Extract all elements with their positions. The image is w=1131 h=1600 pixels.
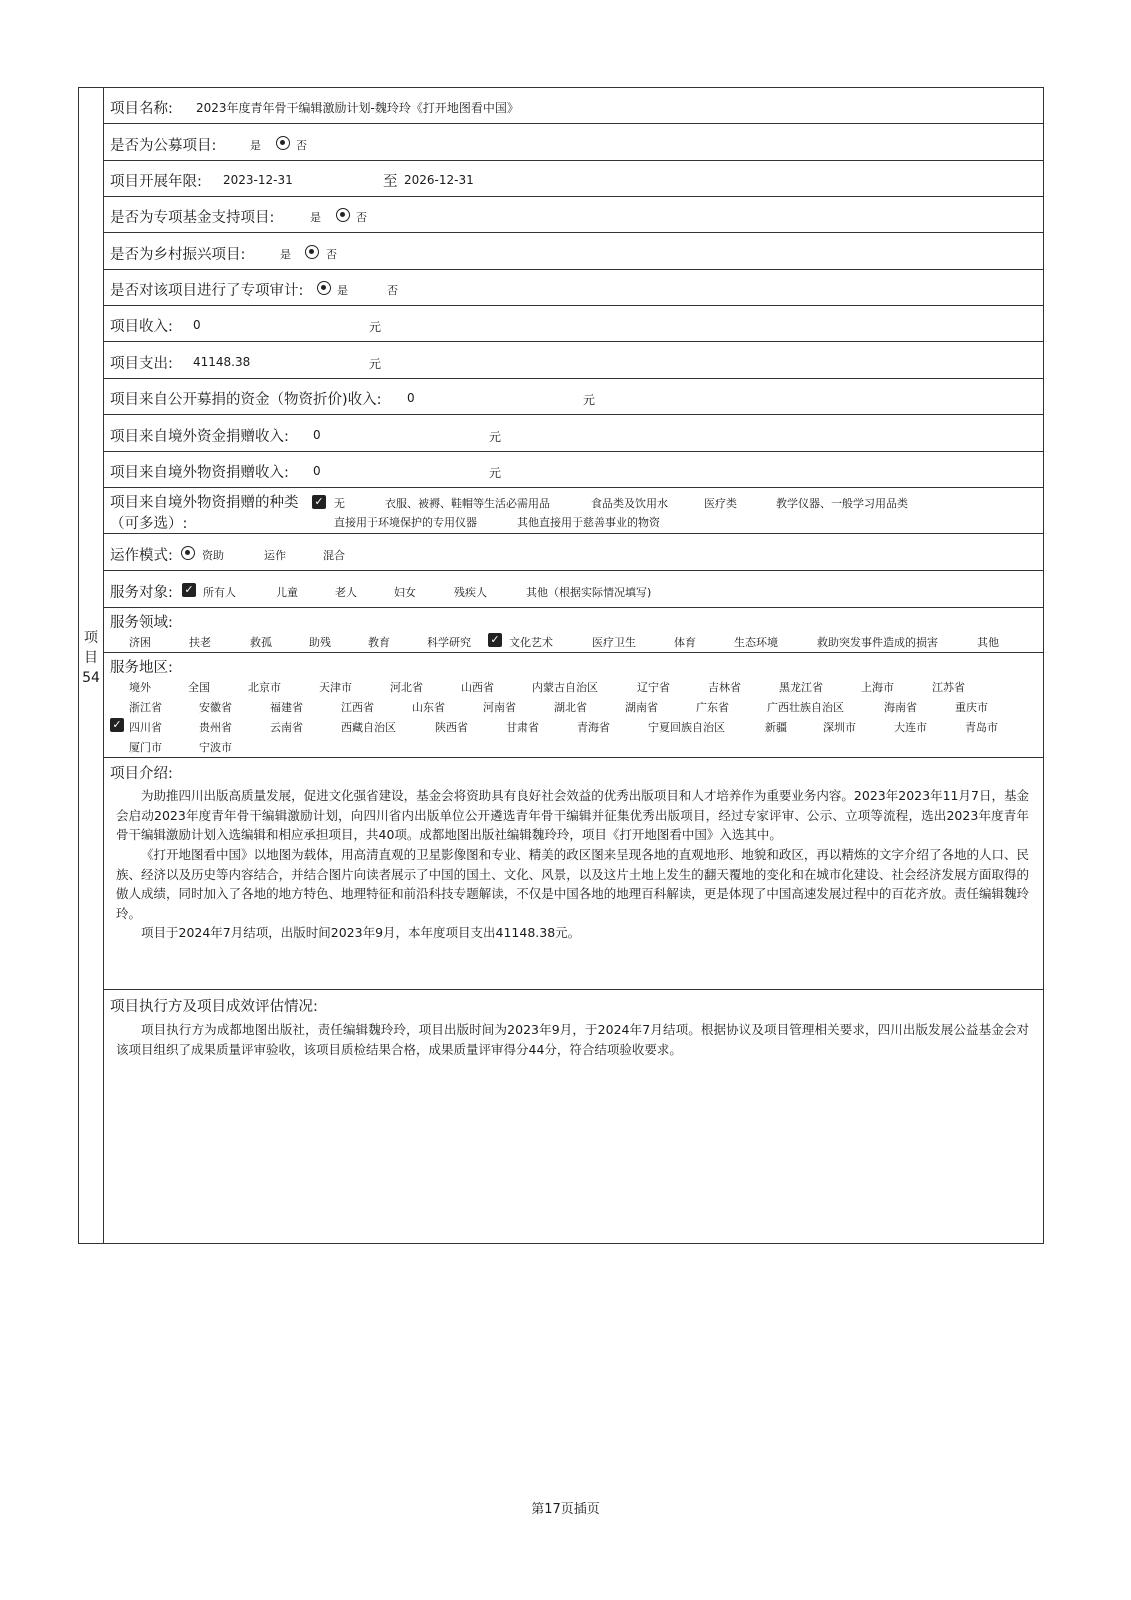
- checkbox-checked-icon: ✓: [110, 718, 124, 732]
- project-form: [78, 87, 1044, 1244]
- goods-types-row: 项目来自境外物资捐赠的种类 （可多选）: ✓ 无 衣服、被褥、鞋帽等生活必需用品 食品类及饮用水 医疗类 教学仪器、一般学习用品类 直接用于环境保护的专用仪器 其他直接用于慈善事业的物资: [104, 488, 1043, 534]
- radio-selected-icon: [276, 136, 290, 150]
- radio-selected-icon: [317, 281, 331, 295]
- project-number-column: [79, 88, 104, 1243]
- service-region-row: 服务地区: 境外 全国 北京市 天津市 河北省 山西省 内蒙古自治区 辽宁省 吉林省 黑龙江省 上海市 江苏省 浙江省 安徽省 福建省 江西省 山东省 河南省 湖北省 湖南省 广东省 广西壮族自治区 海南省 重庆市 ✓ 四川省 贵州省 云南省 西藏自治区 陕西省 甘肃省 青海省 宁夏回族自治区 新疆 深圳市 大连市 青岛市 厦门市 宁波市: [104, 653, 1043, 758]
- income-row: 项目收入: 0 元: [104, 306, 1043, 342]
- checkbox-checked-icon: ✓: [312, 495, 326, 509]
- public-income-row: 项目来自公开募捐的资金（物资折价)收入: 0 元: [104, 379, 1043, 415]
- period-start: 2023-12-31: [223, 173, 293, 187]
- project-name-label: 项目名称:: [110, 101, 173, 117]
- radio-selected-icon: [336, 208, 350, 222]
- operation-mode-row: 运作模式: 资助 运作 混合: [104, 534, 1043, 571]
- period-end: 2026-12-31: [404, 173, 474, 187]
- rural-row: 是否为乡村振兴项目: 是 否: [104, 233, 1043, 270]
- radio-selected-icon: [181, 546, 195, 560]
- intro-paragraph-3: 项目于2024年7月结项，出版时间2023年9月，本年度项目支出41148.38元。: [141, 925, 581, 940]
- period-row: 项目开展年限: 2023-12-31 至 2026-12-31: [104, 161, 1043, 197]
- radio-selected-icon: [305, 245, 319, 259]
- intro-paragraph-1: 为助推四川出版高质量发展，促进文化强省建设，基金会将资助具有良好社会效益的优秀出版项目和人才培养作为重要业务内容。2023年2023年11月7日，基金会启动2023年度青年骨干编辑激励计划，向四川省内出版单位公开遴选青年骨干编辑并征集优秀出版项目，经过专家评审、公示、立项等流程，选出2023年度青年骨干编辑激励计划入选编辑和相应承担项目，共40项。成都地图出版社编辑魏玲玲，项目《打开地图看中国》入选其中。: [116, 788, 1029, 842]
- project-number-label: 项 目 54: [82, 630, 100, 686]
- page-footer: 第17页插页: [531, 1502, 600, 1517]
- project-name-row: [104, 88, 1043, 124]
- evaluation-section: 项目执行方及项目成效评估情况: 项目执行方为成都地图出版社，责任编辑魏玲玲，项目出版时间为2023年9月，于2024年7月结项。根据协议及项目管理相关要求，四川出版发展公益基金会对该项目组织了成果质量评审验收，该项目质检结果合格，成果质量评审得分44分，符合结项验收要求。: [104, 990, 1043, 1245]
- evaluation-paragraph: 项目执行方为成都地图出版社，责任编辑魏玲玲，项目出版时间为2023年9月，于2024年7月结项。根据协议及项目管理相关要求，四川出版发展公益基金会对该项目组织了成果质量评审验收，该项目质检结果合格，成果质量评审得分44分，符合结项验收要求。: [116, 1022, 1029, 1057]
- special-fund-row: 是否为专项基金支持项目: 是 否: [104, 197, 1043, 233]
- expense-row: 项目支出: 41148.38 元: [104, 342, 1043, 379]
- project-name-value: 2023年度青年骨干编辑激励计划-魏玲玲《打开地图看中国》: [196, 101, 519, 115]
- checkbox-checked-icon: ✓: [182, 583, 196, 597]
- project-intro-section: 项目介绍: 为助推四川出版高质量发展，促进文化强省建设，基金会将资助具有良好社会效益的优秀出版项目和人才培养作为重要业务内容。2023年2023年11月7日，基金会启动2023年度青年骨干编辑激励计划，向四川省内出版单位公开遴选青年骨干编辑并征集优秀出版项目，经过专家评审、公示、立项等流程，选出2023年度青年骨干编辑激励计划入选编辑和相应承担项目，共40项。成都地图出版社编辑魏玲玲，项目《打开地图看中国》入选其中。 《打开地图看中国》以地图为载体，用高清直观的卫星影像图和专业、精美的政区图来呈现各地的直观地形、地貌和政区，再以精炼的文字介绍了各地的人口、民族、经济以及历史等内容结合，并结合图片向读者展示了中国的国土、文化、风景，以及这片土地上发生的翻天覆地的变化和在城市化建设、社会经济发展方面取得的傲人成绩，同时加入了各地的地方特色、地理特征和前沿科技专题解读，不仅是中国各地的地理百科解读，更是体现了中国高速发展过程中的百花齐放。责任编辑魏玲玲。 项目于2024年7月结项，出版时间2023年9月，本年度项目支出41148.38元。: [104, 758, 1043, 990]
- foreign-fund-row: 项目来自境外资金捐赠收入: 0 元: [104, 415, 1043, 452]
- service-field-row: 服务领域: 济困 扶老 救孤 助残 教育 科学研究 ✓ 文化艺术 医疗卫生 体育 生态环境 救助突发事件造成的损害 其他: [104, 608, 1043, 653]
- foreign-goods-row: 项目来自境外物资捐赠收入: 0 元: [104, 452, 1043, 488]
- intro-paragraph-2: 《打开地图看中国》以地图为载体，用高清直观的卫星影像图和专业、精美的政区图来呈现各地的直观地形、地貌和政区，再以精炼的文字介绍了各地的人口、民族、经济以及历史等内容结合，并结合图片向读者展示了中国的国土、文化、风景，以及这片土地上发生的翻天覆地的变化和在城市化建设、社会经济发展方面取得的傲人成绩，同时加入了各地的地方特色、地理特征和前沿科技专题解读，不仅是中国各地的地理百科解读，更是体现了中国高速发展过程中的百花齐放。责任编辑魏玲玲。: [116, 847, 1029, 921]
- public-fundraising-row: 是否为公募项目: 是 否: [104, 124, 1043, 161]
- service-target-row: 服务对象: ✓ 所有人 儿童 老人 妇女 残疾人 其他（根据实际情况填写): [104, 571, 1043, 608]
- checkbox-checked-icon: ✓: [488, 633, 502, 647]
- audit-row: 是否对该项目进行了专项审计: 是 否: [104, 270, 1043, 306]
